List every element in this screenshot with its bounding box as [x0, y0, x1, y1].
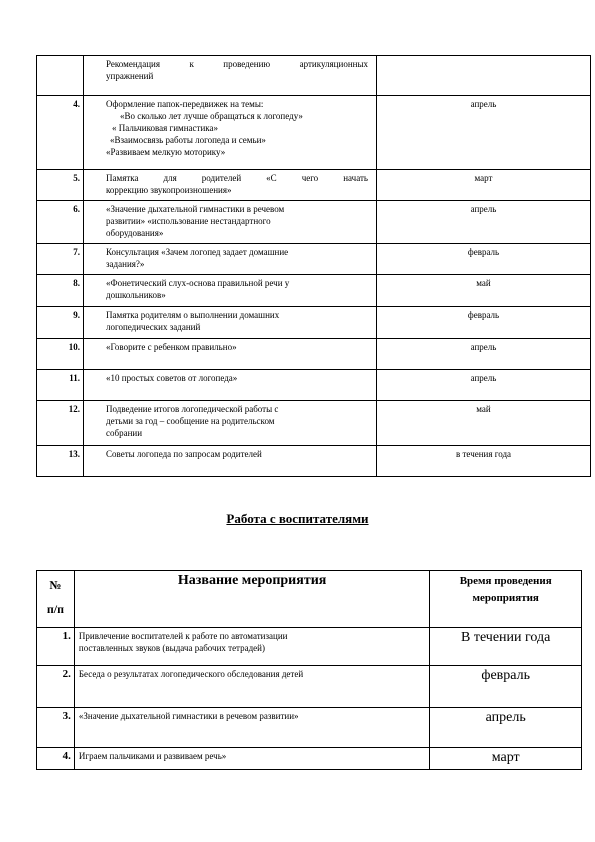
row-number: 12. [37, 401, 84, 446]
row-number: 13. [37, 446, 84, 477]
event-name: Играем пальчиками и развиваем речь» [74, 748, 429, 770]
table-row [37, 401, 591, 446]
table-row [37, 666, 582, 708]
row-number: 3. [37, 708, 75, 748]
event-name: Советы логопеда по запросам родителей [84, 446, 377, 477]
event-name: «10 простых советов от логопеда» [84, 370, 377, 401]
event-name: «Фонетический слух-основа правильной речи у дошкольников» [84, 275, 377, 307]
table-row [37, 748, 582, 770]
event-name: «Значение дыхательной гимнастики в речевом развитии» «использование нестандартного оборудования» [84, 201, 377, 244]
table-row [37, 96, 591, 170]
table-row [37, 275, 591, 307]
event-name: «Значение дыхательной гимнастики в речевом развитии» [74, 708, 429, 748]
name-column-header: Название мероприятия [74, 571, 429, 628]
row-number: 6. [37, 201, 84, 244]
row-number: 1. [37, 628, 75, 666]
table-row [37, 244, 591, 275]
table-row [37, 56, 591, 96]
event-name: «Говорите с ребенком правильно» [84, 339, 377, 370]
event-name: Оформление папок-передвижек на темы: «Во сколько лет лучше обращаться к логопеду» « Пальчиковая гимнастика» «Взаимосвязь работы логопеда и семьи» «Развиваем мелкую моторику» [84, 96, 377, 170]
event-name: Памятка для родителей «С чего начать коррекцию звукопроизношения» [84, 170, 377, 201]
table-row [37, 446, 591, 477]
event-name: Памятка родителям о выполнении домашних логопедических заданий [84, 307, 377, 339]
event-date: февраль [377, 307, 591, 339]
table-row [37, 339, 591, 370]
event-date: февраль [430, 666, 582, 708]
table-row [37, 628, 582, 666]
table-header-row [37, 571, 582, 628]
event-name: Консультация «Зачем логопед задает домашние задания?» [84, 244, 377, 275]
row-number: 9. [37, 307, 84, 339]
event-date: май [377, 401, 591, 446]
event-date: апрель [377, 96, 591, 170]
row-number: 10. [37, 339, 84, 370]
event-date: в течения года [377, 446, 591, 477]
table-row [37, 170, 591, 201]
event-date [377, 56, 591, 96]
row-number: 2. [37, 666, 75, 708]
row-number: 7. [37, 244, 84, 275]
event-date: март [377, 170, 591, 201]
table-row [37, 708, 582, 748]
table-row [37, 201, 591, 244]
event-date: апрель [377, 201, 591, 244]
section-title: Работа с воспитателями [226, 511, 369, 526]
event-date: май [377, 275, 591, 307]
table-row [37, 307, 591, 339]
teachers-plan-table [36, 570, 582, 770]
parents-plan-table [36, 55, 591, 477]
number-column-header: № п/п [37, 571, 75, 628]
date-column-header: Время проведения мероприятия [430, 571, 582, 628]
event-date: апрель [377, 339, 591, 370]
event-date: март [430, 748, 582, 770]
row-number: 8. [37, 275, 84, 307]
row-number: 5. [37, 170, 84, 201]
event-name: Привлечение воспитателей к работе по автоматизации поставленных звуков (выдача рабочих тетрадей) [74, 628, 429, 666]
row-number: 4. [37, 748, 75, 770]
event-name: Подведение итогов логопедической работы с детьми за год – сообщение на родительском собрании [84, 401, 377, 446]
row-number [37, 56, 84, 96]
event-date: февраль [377, 244, 591, 275]
row-number: 11. [37, 370, 84, 401]
event-date: апрель [430, 708, 582, 748]
event-name: Беседа о результатах логопедического обследования детей [74, 666, 429, 708]
event-name: Рекомендация к проведению артикуляционных упражнений [84, 56, 377, 96]
table-row [37, 370, 591, 401]
event-date: В течении года [430, 628, 582, 666]
row-number: 4. [37, 96, 84, 170]
event-date: апрель [377, 370, 591, 401]
